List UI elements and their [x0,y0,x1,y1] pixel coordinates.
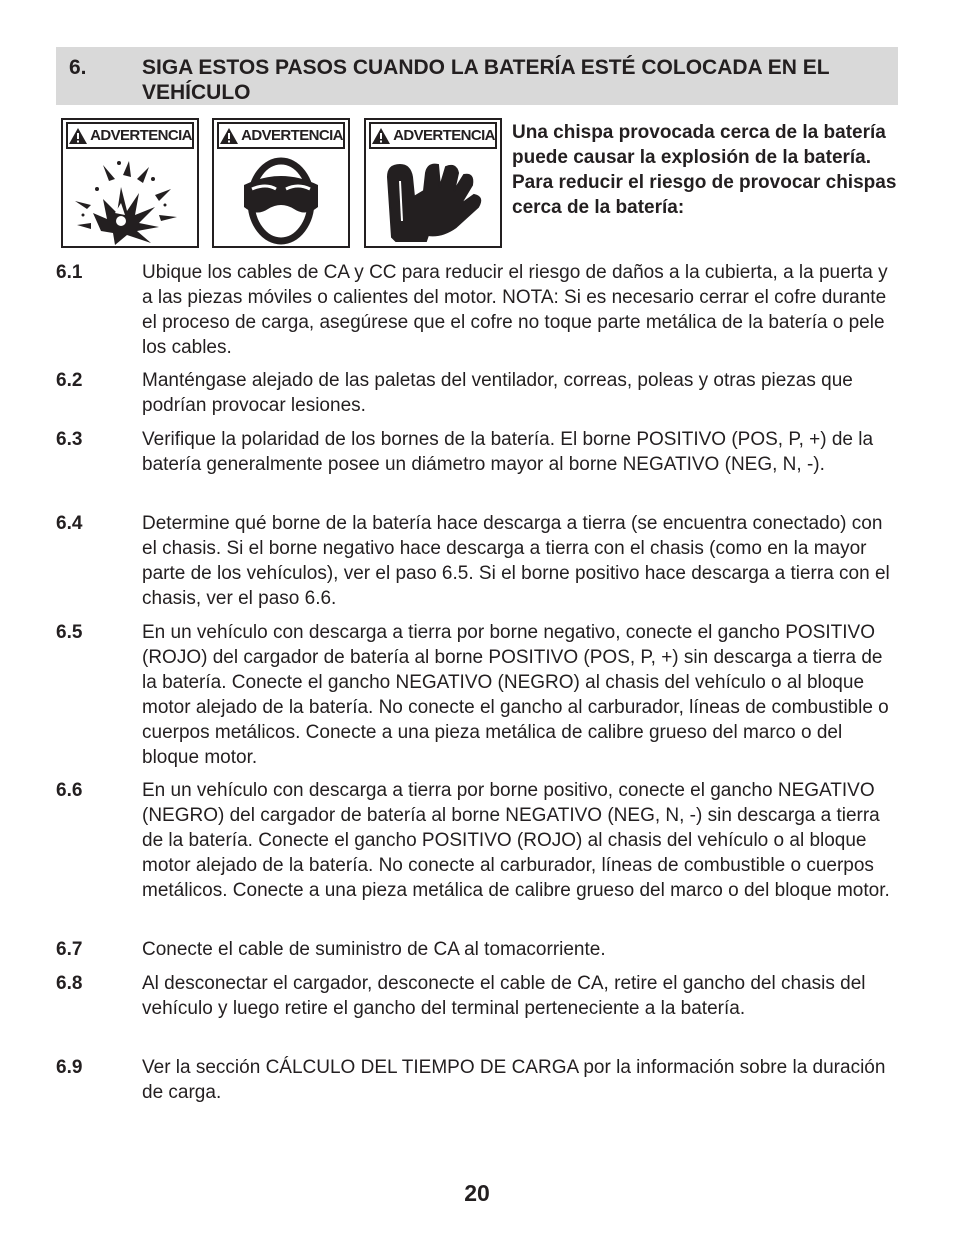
step-number: 6.4 [56,513,83,534]
step-text: Al desconectar el cargador, desconecte el cable de CA, retire el gancho del chasis del vehículo y luego retire el gancho del terminal perteneciente a la batería. [142,973,866,1019]
step-number: 6.6 [56,780,83,801]
step-text: En un vehículo con descarga a tierra por borne positivo, conecte el gancho NEGATIVO (NEGRO) del cargador de batería al borne NEGATIVO (NEG, N, -) sin descarga a tierra de la batería. Conecte el gancho POSITIVO (ROJO) al chasis del vehículo o al bloque motor alejado de la batería. No conecte al carburador, líneas de combustible o cuerpos metálicos. Conecte a una pieza metálica de calibre grueso del marco o del bloque motor. [142,780,890,901]
page-number: 20 [464,1180,490,1206]
step-number: 6.3 [56,429,83,450]
step-number: 6.7 [56,939,83,960]
step-number: 6.2 [56,370,83,391]
step-number: 6.1 [56,262,83,283]
step-text: Manténgase alejado de las paletas del ventilador, correas, poleas y otras piezas que podrían provocar lesiones. [142,370,853,416]
step-text: En un vehículo con descarga a tierra por borne negativo, conecte el gancho POSITIVO (ROJO) del cargador de batería al borne POSITIVO (POS, P, +) sin descarga a tierra de la batería. Conecte el gancho NEGATIVO (NEGRO) al chasis del vehículo o al bloque motor alejado de la batería. No conecte el gancho al carburador, líneas de combustible o cuerpos metálicos. Conecte a una pieza metálica de calibre grueso del marco o del bloque motor. [142,622,889,768]
section-header [56,47,898,105]
step-text: Ver la sección CÁLCULO DEL TIEMPO DE CARGA por la información sobre la duración de carga. [142,1057,886,1103]
rubber-glove-icon [366,151,500,246]
step-number: 6.5 [56,622,83,643]
step-number: 6.9 [56,1057,83,1078]
step-text: Determine qué borne de la batería hace descarga a tierra (se encuentra conectado) con el chasis. Si el borne negativo hace descarga a tierra con el chasis (como en la mayor parte de los vehículos), ver el paso 6.5. Si el borne positivo hace descarga a tierra con el chasis, ver el paso 6.6. [142,513,890,609]
warning-label: ADVERTENCIA [66,122,194,149]
step-number: 6.8 [56,973,83,994]
warning-triangle-icon [371,127,391,145]
warning-label: ADVERTENCIA [369,122,497,149]
safety-goggles-icon [214,151,348,246]
warning-label: ADVERTENCIA [217,122,345,149]
step-text: Conecte el cable de suministro de CA al tomacorriente. [142,939,606,960]
step-text: Ubique los cables de CA y CC para reducir el riesgo de daños a la cubierta, a la puerta y a las piezas móviles o calientes del motor. NOTA: Si es necesario cerrar el cofre durante el proceso de carga, asegúrese que el cofre no toque parte metálica de la batería o pele los cables. [142,262,888,358]
warning-box-goggles [212,118,350,248]
section-number: 6. [69,56,87,79]
explosion-icon [63,151,197,246]
warning-triangle-icon [68,127,88,145]
warning-box-explosion [61,118,199,248]
section-title: SIGA ESTOS PASOS CUANDO LA BATERÍA ESTÉ COLOCADA EN EL VEHÍCULO [142,56,830,104]
warning-triangle-icon [219,127,239,145]
step-text: Verifique la polaridad de los bornes de la batería. El borne POSITIVO (POS, P, +) de la batería generalmente posee un diámetro mayor al borne NEGATIVO (NEG, N, -). [142,429,874,475]
warning-message: Una chispa provocada cerca de la batería puede causar la explosión de la batería. Para reducir el riesgo de provocar chispas cerca de la batería: [512,122,897,218]
warning-box-glove [364,118,502,248]
